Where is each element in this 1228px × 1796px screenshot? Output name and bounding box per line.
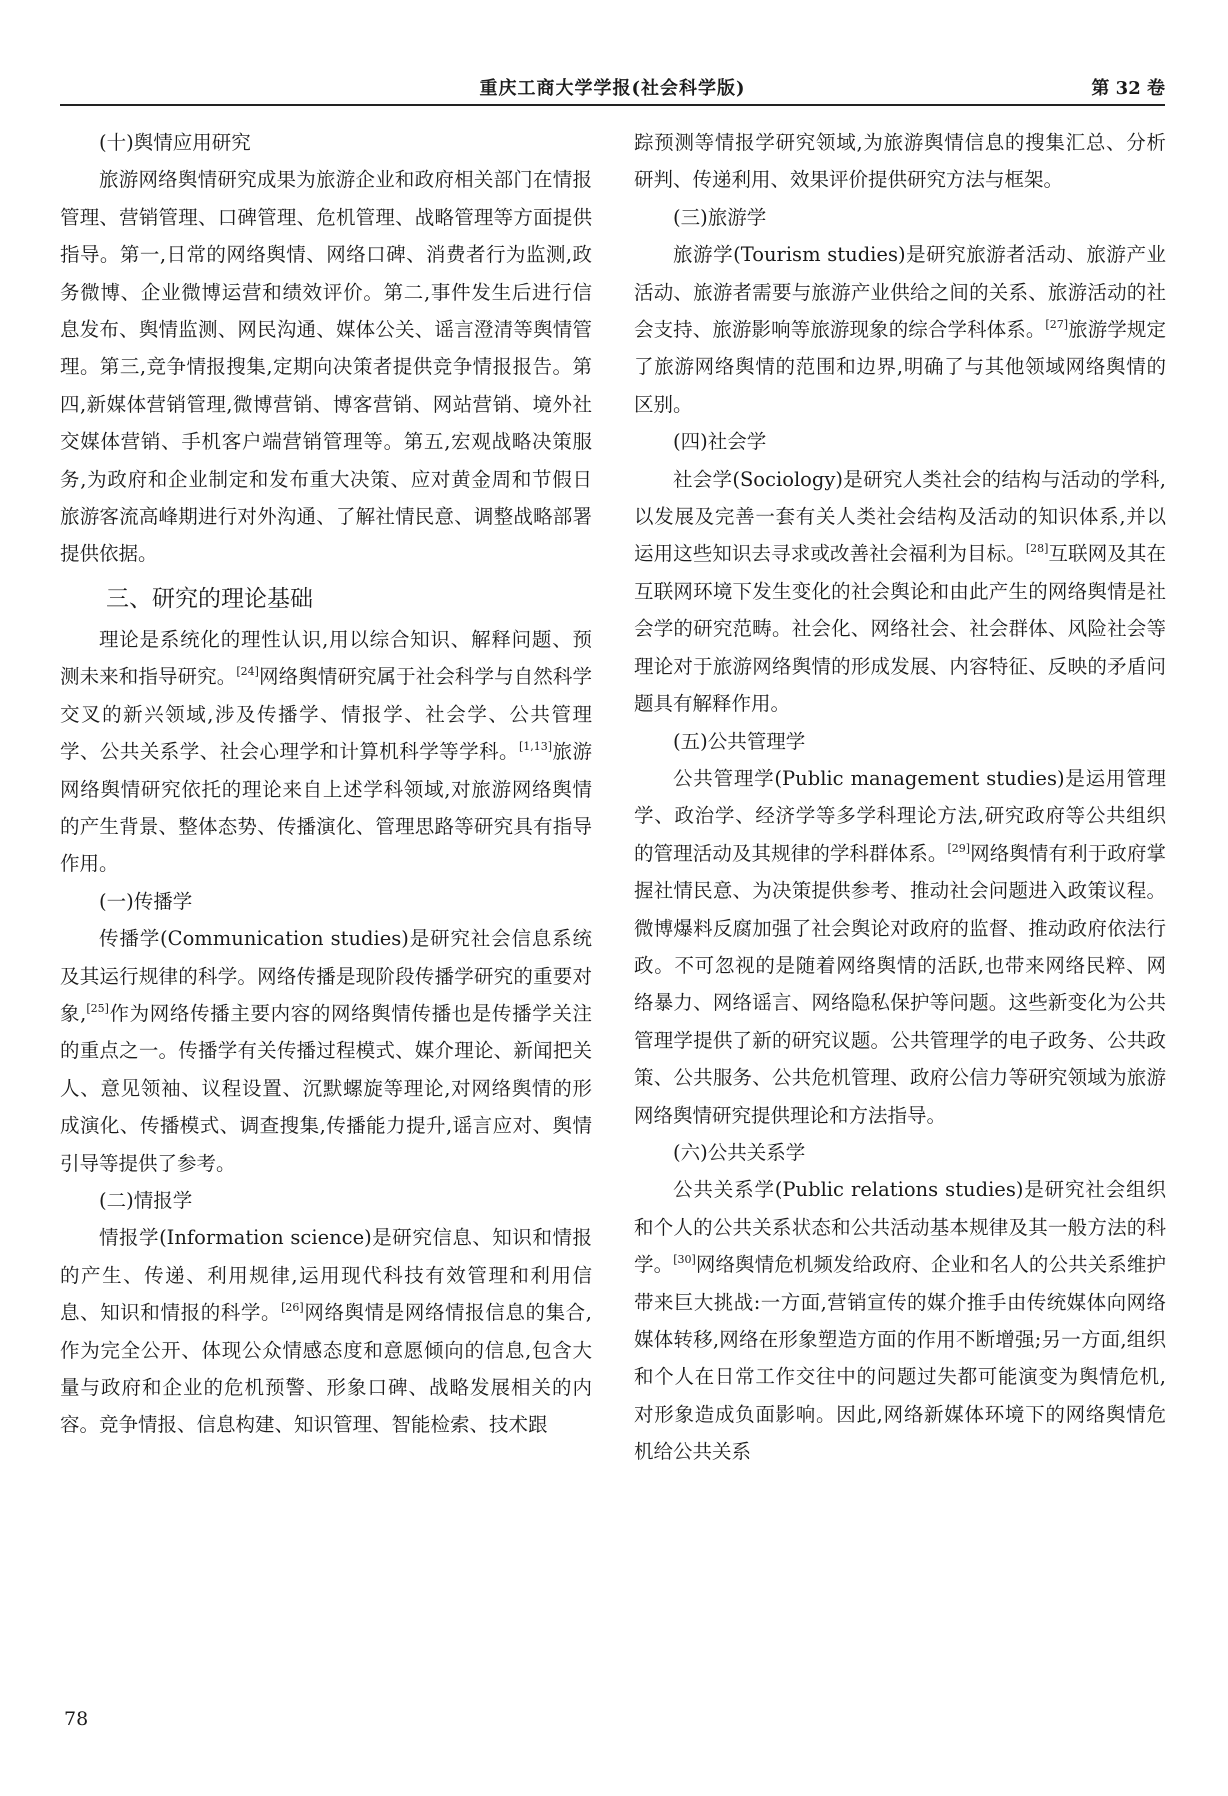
- heading-public-relations: (六)公共关系学: [673, 1140, 806, 1164]
- citation: [29]: [947, 841, 971, 855]
- heading-public-management: (五)公共管理学: [673, 729, 806, 753]
- citation: [28]: [1025, 542, 1049, 556]
- journal-title: 重庆工商大学学报(社会科学版): [479, 78, 746, 99]
- heading-communication: (一)传播学: [99, 889, 193, 913]
- volume-label: 第 32 卷: [1091, 78, 1165, 99]
- paragraph-information-science-cont: 踪预测等情报学研究领域,为旅游舆情信息的搜集汇总、分析研判、传递利用、效果评价提供研究方法与框架。: [634, 131, 1166, 192]
- citation: [26]: [281, 1301, 304, 1315]
- paragraph-theory: 理论是系统化的理性认识,用以综合知识、解释问题、预测未来和指导研究。[24]网络舆情研究属于社会科学与自然科学交叉的新兴领域,涉及传播学、情报学、社会学、公共管理学、公共关系学、社会心理学和计算机科学等学科。[1,13]旅游网络舆情研究依托的理论来自上述学科领域,对旅游网络舆情的产生背景、整体态势、传播演化、管理思路等研究具有指导作用。: [60, 627, 592, 876]
- heading-application-research: (十)舆情应用研究: [99, 131, 251, 154]
- heading-information-science: (二)情报学: [99, 1188, 193, 1212]
- heading-sociology: (四)社会学: [673, 430, 767, 454]
- left-column: [60, 124, 592, 1444]
- citation: [25]: [86, 1001, 109, 1015]
- citation: [1,13]: [518, 740, 553, 754]
- running-header: [60, 68, 1165, 106]
- paragraph-public-relations: 公共关系学(Public relations studies)是研究社会组织和个人的公共关系状态和公共活动基本规律及其一般方法的科学。[30]网络舆情危机频发给政府、企业和名人的公共关系维护带来巨大挑战:一方面,营销宣传的媒介推手由传统媒体向网络媒体转移,网络在形象塑造方面的作用不断增强;另一方面,组织和个人在日常工作交往中的问题过失都可能演变为舆情危机,对形象造成负面影响。因此,网络新媒体环境下的网络舆情危机给公共关系: [634, 1178, 1166, 1464]
- page-number: 78: [64, 1708, 89, 1730]
- paragraph-sociology: 社会学(Sociology)是研究人类社会的结构与活动的学科,以发展及完善一套有关人类社会结构及活动的知识体系,并以运用这些知识去寻求或改善社会福利为目标。[28]互联网及其在互联网环境下发生变化的社会舆论和由此产生的网络舆情是社会学的研究范畴。社会化、网络社会、社会群体、风险社会等理论对于旅游网络舆情的形成发展、内容特征、反映的矛盾问题具有解释作用。: [634, 467, 1166, 716]
- paragraph-information-science: 情报学(Information science)是研究信息、知识和情报的产生、传递、利用规律,运用现代科技有效管理和利用信息、知识和情报的科学。[26]网络舆情是网络情报信息的集合,作为完全公开、体现公众情感态度和意愿倾向的信息,包含大量与政府和企业的危机预警、形象口碑、战略发展相关的内容。竞争情报、信息构建、知识管理、智能检索、技术跟: [60, 1226, 592, 1437]
- section-heading-theory: 三、研究的理论基础: [106, 585, 313, 612]
- paragraph-communication: 传播学(Communication studies)是研究社会信息系统及其运行规律的科学。网络传播是现阶段传播学研究的重要对象,[25]作为网络传播主要内容的网络舆情传播也是传播学关注的重点之一。传播学有关传播过程模式、媒介理论、新闻把关人、意见领袖、议程设置、沉默螺旋等理论,对网络舆情的形成演化、传播模式、调查搜集,传播能力提升,谣言应对、舆情引导等提供了参考。: [60, 927, 592, 1175]
- paragraph-public-management: 公共管理学(Public management studies)是运用管理学、政治学、经济学等多学科理论方法,研究政府等公共组织的管理活动及其规律的学科群体系。[29]网络舆情有利于政府掌握社情民意、为决策提供参考、推动社会问题进入政策议程。微博爆料反腐加强了社会舆论对政府的监督、推动政府依法行政。不可忽视的是随着网络舆情的活跃,也带来网络民粹、网络暴力、网络谣言、网络隐私保护等问题。这些新变化为公共管理学提供了新的研究议题。公共管理学的电子政务、公共政策、公共服务、公共危机管理、政府公信力等研究领域为旅游网络舆情研究提供理论和方法指导。: [634, 766, 1166, 1127]
- citation: [24]: [236, 665, 259, 679]
- right-column: [634, 124, 1166, 1471]
- paragraph-application-research: 旅游网络舆情研究成果为旅游企业和政府相关部门在情报管理、营销管理、口碑管理、危机管理、战略管理等方面提供指导。第一,日常的网络舆情、网络口碑、消费者行为监测,政务微博、企业微博运营和绩效评价。第二,事件发生后进行信息发布、舆情监测、网民沟通、媒体公关、谣言澄清等舆情管理。第三,竞争情报搜集,定期向决策者提供竞争情报报告。第四,新媒体营销管理,微博营销、博客营销、网站营销、境外社交媒体营销、手机客户端营销管理等。第五,宏观战略决策服务,为政府和企业制定和发布重大决策、应对黄金周和节假日旅游客流高峰期进行对外沟通、了解社情民意、调整战略部署提供依据。: [60, 168, 592, 566]
- citation: [30]: [673, 1253, 696, 1267]
- paragraph-tourism: 旅游学(Tourism studies)是研究旅游者活动、旅游产业活动、旅游者需要与旅游产业供给之间的关系、旅游活动的社会支持、旅游影响等旅游现象的综合学科体系。[27]旅游学规定了旅游网络舆情的范围和边界,明确了与其他领域网络舆情的区别。: [634, 243, 1166, 416]
- citation: [27]: [1045, 318, 1069, 332]
- heading-tourism: (三)旅游学: [673, 205, 767, 229]
